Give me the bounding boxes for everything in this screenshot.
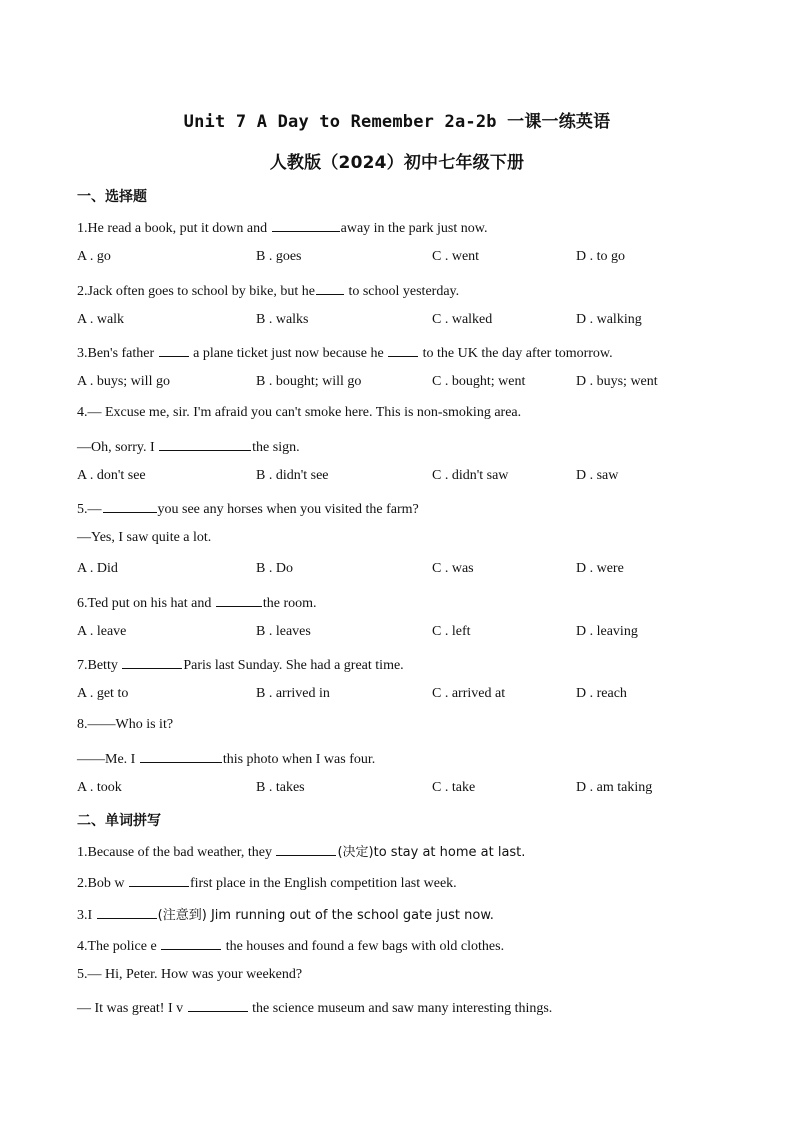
option-d: D . am taking (576, 780, 653, 795)
question-3 (77, 342, 613, 360)
item-text: first place in the English competition last week. (189, 876, 457, 891)
spelling-item-2 (77, 872, 457, 890)
item-text: 1.Because of the bad weather, they (77, 845, 276, 860)
question-text: 1.He read a book, put it down and (77, 221, 271, 236)
option-a: A . Did (77, 561, 118, 576)
page-subtitle: 人教版（2024）初中七年级下册 (269, 153, 525, 173)
options-row (77, 560, 717, 578)
question-text: you see any horses when you visited the farm? (157, 502, 419, 517)
spelling-item-1 (77, 841, 525, 859)
option-d: D . buys; went (576, 374, 658, 389)
question-text: 2.Jack often goes to school by bike, but he (77, 284, 315, 299)
question-2 (77, 280, 459, 298)
question-1 (77, 217, 487, 235)
answer-blank (159, 436, 251, 451)
spelling-item-5: 5.— Hi, Peter. How was your weekend? (77, 967, 303, 982)
option-b: B . goes (256, 249, 302, 264)
answer-blank (159, 342, 189, 357)
spelling-item-3 (77, 904, 494, 922)
answer-blank (272, 217, 340, 232)
answer-blank (216, 592, 262, 607)
option-b: B . leaves (256, 624, 311, 639)
options-row (77, 248, 717, 266)
spelling-item-4 (77, 935, 504, 953)
option-c: C . take (432, 780, 476, 795)
page-title: Unit 7 A Day to Remember 2a-2b 一课一练英语 (183, 112, 611, 132)
option-a: A . go (77, 249, 111, 264)
option-c: C . arrived at (432, 686, 506, 701)
item-text: the science museum and saw many interesting things. (248, 1001, 553, 1016)
option-b: B . takes (256, 780, 305, 795)
answer-blank (103, 498, 157, 513)
answer-blank (388, 342, 418, 357)
option-d: D . reach (576, 686, 627, 701)
item-text: — It was great! I v (77, 1001, 187, 1016)
question-7 (77, 654, 404, 672)
question-text: a plane ticket just now because he (189, 346, 388, 361)
options-row (77, 685, 717, 703)
item-text: (决定)to stay at home at last. (337, 845, 526, 860)
question-4: 4.— Excuse me, sir. I'm afraid you can't smoke here. This is non-smoking area. (77, 405, 522, 420)
question-4-response (77, 436, 300, 454)
options-row (77, 623, 717, 641)
question-text: away in the park just now. (340, 221, 488, 236)
answer-blank (140, 748, 222, 763)
option-c: C . walked (432, 312, 493, 327)
spelling-item-5-response (77, 997, 552, 1015)
question-6 (77, 592, 317, 610)
option-d: D . were (576, 561, 624, 576)
question-text: the sign. (252, 440, 300, 455)
question-8-response (77, 748, 375, 766)
option-c: C . left (432, 624, 471, 639)
section-heading-spelling: 二、单词拼写 (77, 813, 161, 829)
answer-blank (316, 280, 344, 295)
question-5-response: —Yes, I saw quite a lot. (77, 530, 212, 545)
option-c: C . bought; went (432, 374, 526, 389)
question-text: 6.Ted put on his hat and (77, 596, 215, 611)
answer-blank (129, 872, 189, 887)
option-b: B . didn't see (256, 468, 329, 483)
option-c: C . went (432, 249, 480, 264)
option-b: B . bought; will go (256, 374, 362, 389)
question-text: —Oh, sorry. I (77, 440, 159, 455)
option-a: A . took (77, 780, 122, 795)
option-d: D . saw (576, 468, 619, 483)
answer-blank (161, 935, 221, 950)
item-text: 2.Bob w (77, 876, 128, 891)
option-b: B . walks (256, 312, 309, 327)
item-text: the houses and found a few bags with old clothes. (222, 939, 505, 954)
option-c: C . didn't saw (432, 468, 509, 483)
answer-blank (97, 904, 157, 919)
item-text: 3.I (77, 908, 96, 923)
options-row (77, 373, 717, 391)
option-a: A . don't see (77, 468, 146, 483)
options-row (77, 779, 717, 797)
option-a: A . leave (77, 624, 127, 639)
option-d: D . to go (576, 249, 625, 264)
option-a: A . walk (77, 312, 125, 327)
option-c: C . was (432, 561, 474, 576)
question-text: 5.— (77, 502, 102, 517)
answer-blank (122, 654, 182, 669)
item-text: (注意到) Jim running out of the school gate just now. (157, 908, 494, 923)
section-heading-choice: 一、选择题 (77, 189, 147, 205)
question-text: 7.Betty (77, 658, 122, 673)
question-text: this photo when I was four. (222, 752, 376, 767)
question-8: 8.——Who is it? (77, 717, 174, 732)
options-row (77, 311, 717, 329)
option-d: D . walking (576, 312, 642, 327)
option-a: A . buys; will go (77, 374, 170, 389)
option-b: B . Do (256, 561, 293, 576)
question-text: to the UK the day after tomorrow. (419, 346, 613, 361)
option-b: B . arrived in (256, 686, 330, 701)
question-text: ——Me. I (77, 752, 139, 767)
option-d: D . leaving (576, 624, 638, 639)
question-text: to school yesterday. (344, 284, 460, 299)
answer-blank (276, 841, 336, 856)
question-5 (77, 498, 419, 516)
item-text: 4.The police e (77, 939, 161, 954)
option-a: A . get to (77, 686, 129, 701)
answer-blank (188, 997, 248, 1012)
question-text: 3.Ben's father (77, 346, 158, 361)
options-row (77, 467, 717, 485)
question-text: Paris last Sunday. She had a great time. (183, 658, 404, 673)
question-text: the room. (262, 596, 317, 611)
